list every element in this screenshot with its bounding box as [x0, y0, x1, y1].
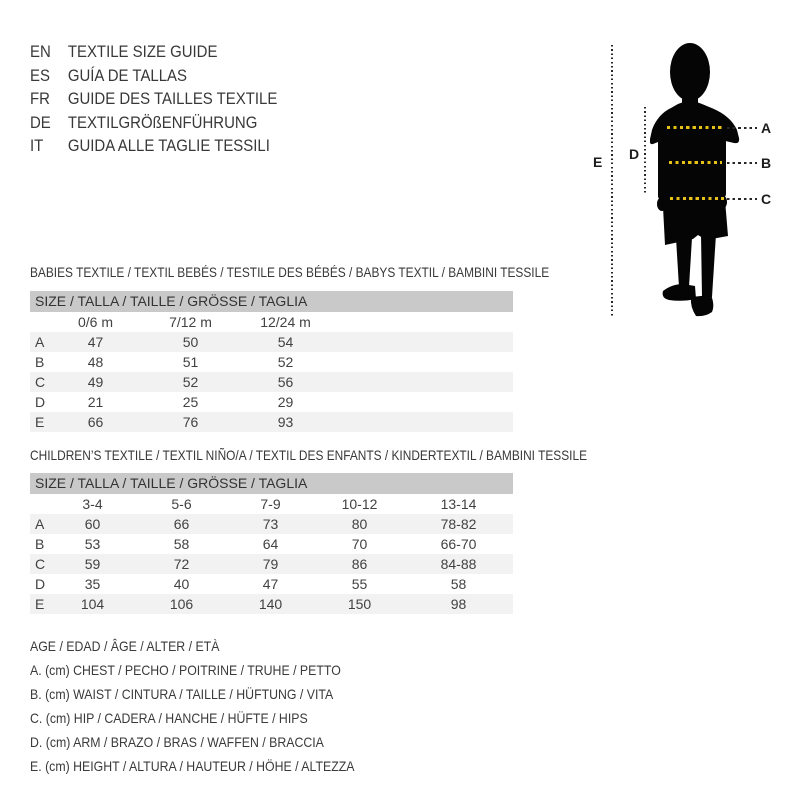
column-header: 13-14: [440, 496, 477, 512]
babies-size-table: [30, 291, 513, 432]
column-header: 5-6: [171, 496, 192, 512]
value-cell: 53: [84, 536, 101, 552]
column-header: 10-12: [341, 496, 378, 512]
filler: [333, 312, 513, 332]
value-cell: 93: [277, 414, 294, 430]
table-row: [30, 574, 513, 594]
value-cell: 150: [347, 596, 372, 612]
column-header: 7-9: [260, 496, 281, 512]
value-cell: 66: [87, 414, 104, 430]
table-row: [30, 554, 513, 574]
value-cell: 140: [258, 596, 283, 612]
language-title: TEXTILGRÖßENFÜHRUNG: [67, 112, 258, 132]
table-row: [30, 392, 513, 412]
row-label: A: [35, 516, 45, 532]
measure-label-b: B: [761, 155, 772, 171]
row-label: B: [35, 536, 45, 552]
row-label: B: [35, 354, 45, 370]
value-cell: 58: [173, 536, 190, 552]
row-label: D: [35, 394, 46, 410]
value-cell: 66: [173, 516, 190, 532]
column-header-row: [30, 494, 513, 514]
value-cell: 80: [351, 516, 368, 532]
language-code: FR: [30, 89, 50, 108]
value-cell: 64: [262, 536, 279, 552]
row-label: E: [35, 596, 45, 612]
value-cell: 58: [450, 576, 467, 592]
measure-label-d: D: [629, 146, 640, 162]
table-row: [30, 352, 513, 372]
children-section-heading: CHILDREN’S TEXTILE / TEXTIL NIÑO/A / TEXTIL DES ENFANTS / KINDERTEXTIL / BAMBINI TESSILE: [30, 447, 588, 463]
value-cell: 54: [277, 334, 294, 350]
row-label: C: [35, 556, 46, 572]
value-cell: 106: [169, 596, 194, 612]
waist-measure-leader: [727, 162, 757, 164]
chest-measure-leader: [727, 127, 757, 129]
filler: [333, 332, 513, 352]
language-code: DE: [30, 112, 51, 132]
table-row: [30, 372, 513, 392]
value-cell: 47: [262, 576, 279, 592]
value-cell: 52: [277, 354, 294, 370]
value-cell: 84-88: [440, 556, 477, 572]
hip-measure-dashes: [670, 197, 724, 200]
language-code: ES: [30, 65, 50, 85]
value-cell: 25: [182, 394, 199, 410]
value-cell: 78-82: [440, 516, 477, 532]
measure-label-c: C: [761, 191, 772, 207]
language-code: IT: [30, 136, 44, 155]
table-row: [30, 534, 513, 554]
value-cell: 59: [84, 556, 101, 572]
row-label: A: [35, 334, 45, 350]
value-cell: 66-70: [440, 536, 477, 552]
value-cell: 86: [351, 556, 368, 572]
size-header-bar: SIZE / TALLA / TAILLE / GRÖSSE / TAGLIA: [30, 473, 513, 494]
column-header: 7/12 m: [169, 314, 212, 330]
legend-item: B. (cm) WAIST / CINTURA / TAILLE / HÜFTUNG / VITA: [30, 686, 334, 702]
legend-age-line: AGE / EDAD / ÂGE / ALTER / ETÀ: [30, 638, 220, 654]
filler: [333, 392, 513, 412]
measurement-legend: [30, 634, 354, 778]
language-title: GUÍA DE TALLAS: [67, 65, 188, 85]
value-cell: 35: [84, 576, 101, 592]
measure-label-e: E: [593, 154, 603, 170]
column-header: 3-4: [82, 496, 103, 512]
value-cell: 56: [277, 374, 294, 390]
language-title: GUIDE DES TAILLES TEXTILE: [67, 89, 278, 108]
value-cell: 40: [173, 576, 190, 592]
filler: [333, 412, 513, 432]
table-row: [30, 412, 513, 432]
chest-measure-dashes: [667, 126, 724, 129]
value-cell: 48: [87, 354, 104, 370]
value-cell: 60: [84, 516, 101, 532]
child-silhouette: [650, 20, 760, 320]
row-label: E: [35, 414, 45, 430]
language-title: TEXTILE SIZE GUIDE: [67, 42, 218, 61]
value-cell: 52: [182, 374, 199, 390]
measure-label-a: A: [761, 120, 772, 136]
value-cell: 98: [450, 596, 467, 612]
filler: [333, 372, 513, 392]
column-header: 0/6 m: [77, 314, 113, 330]
column-header-row: [30, 312, 513, 332]
value-cell: 72: [173, 556, 190, 572]
value-cell: 104: [80, 596, 105, 612]
value-cell: 50: [182, 334, 199, 350]
waist-measure-dashes: [669, 161, 722, 164]
table-row: [30, 332, 513, 352]
legend-item: A. (cm) CHEST / PECHO / POITRINE / TRUHE / PETTO: [30, 662, 341, 678]
value-cell: 29: [277, 394, 294, 410]
value-cell: 55: [351, 576, 368, 592]
children-size-table: [30, 473, 513, 614]
legend-item: E. (cm) HEIGHT / ALTURA / HAUTEUR / HÖHE / ALTEZZA: [30, 758, 355, 774]
height-measure-line-E: [611, 45, 613, 316]
value-cell: 70: [351, 536, 368, 552]
language-title: GUIDA ALLE TAGLIE TESSILI: [67, 136, 270, 155]
row-label: D: [35, 576, 46, 592]
row-label: [30, 312, 48, 332]
filler: [333, 352, 513, 372]
hip-measure-leader: [727, 198, 757, 200]
legend-item: D. (cm) ARM / BRAZO / BRAS / WAFFEN / BRACCIA: [30, 734, 324, 750]
language-code: EN: [30, 42, 51, 61]
row-label: C: [35, 374, 46, 390]
value-cell: 49: [87, 374, 104, 390]
value-cell: 51: [182, 354, 199, 370]
column-header: 12/24 m: [260, 314, 311, 330]
size-header-bar: SIZE / TALLA / TAILLE / GRÖSSE / TAGLIA: [30, 291, 513, 312]
table-row: [30, 514, 513, 534]
value-cell: 76: [182, 414, 199, 430]
babies-section-heading: BABIES TEXTILE / TEXTIL BEBÉS / TESTILE DES BÉBÉS / BABYS TEXTIL / BAMBINI TESSILE: [30, 264, 550, 280]
value-cell: 79: [262, 556, 279, 572]
row-label: [30, 494, 48, 514]
value-cell: 47: [87, 334, 104, 350]
table-row: [30, 594, 513, 614]
legend-item: C. (cm) HIP / CADERA / HANCHE / HÜFTE / HIPS: [30, 710, 308, 726]
value-cell: 21: [87, 394, 104, 410]
value-cell: 73: [262, 516, 279, 532]
arm-measure-line-D: [644, 107, 646, 195]
